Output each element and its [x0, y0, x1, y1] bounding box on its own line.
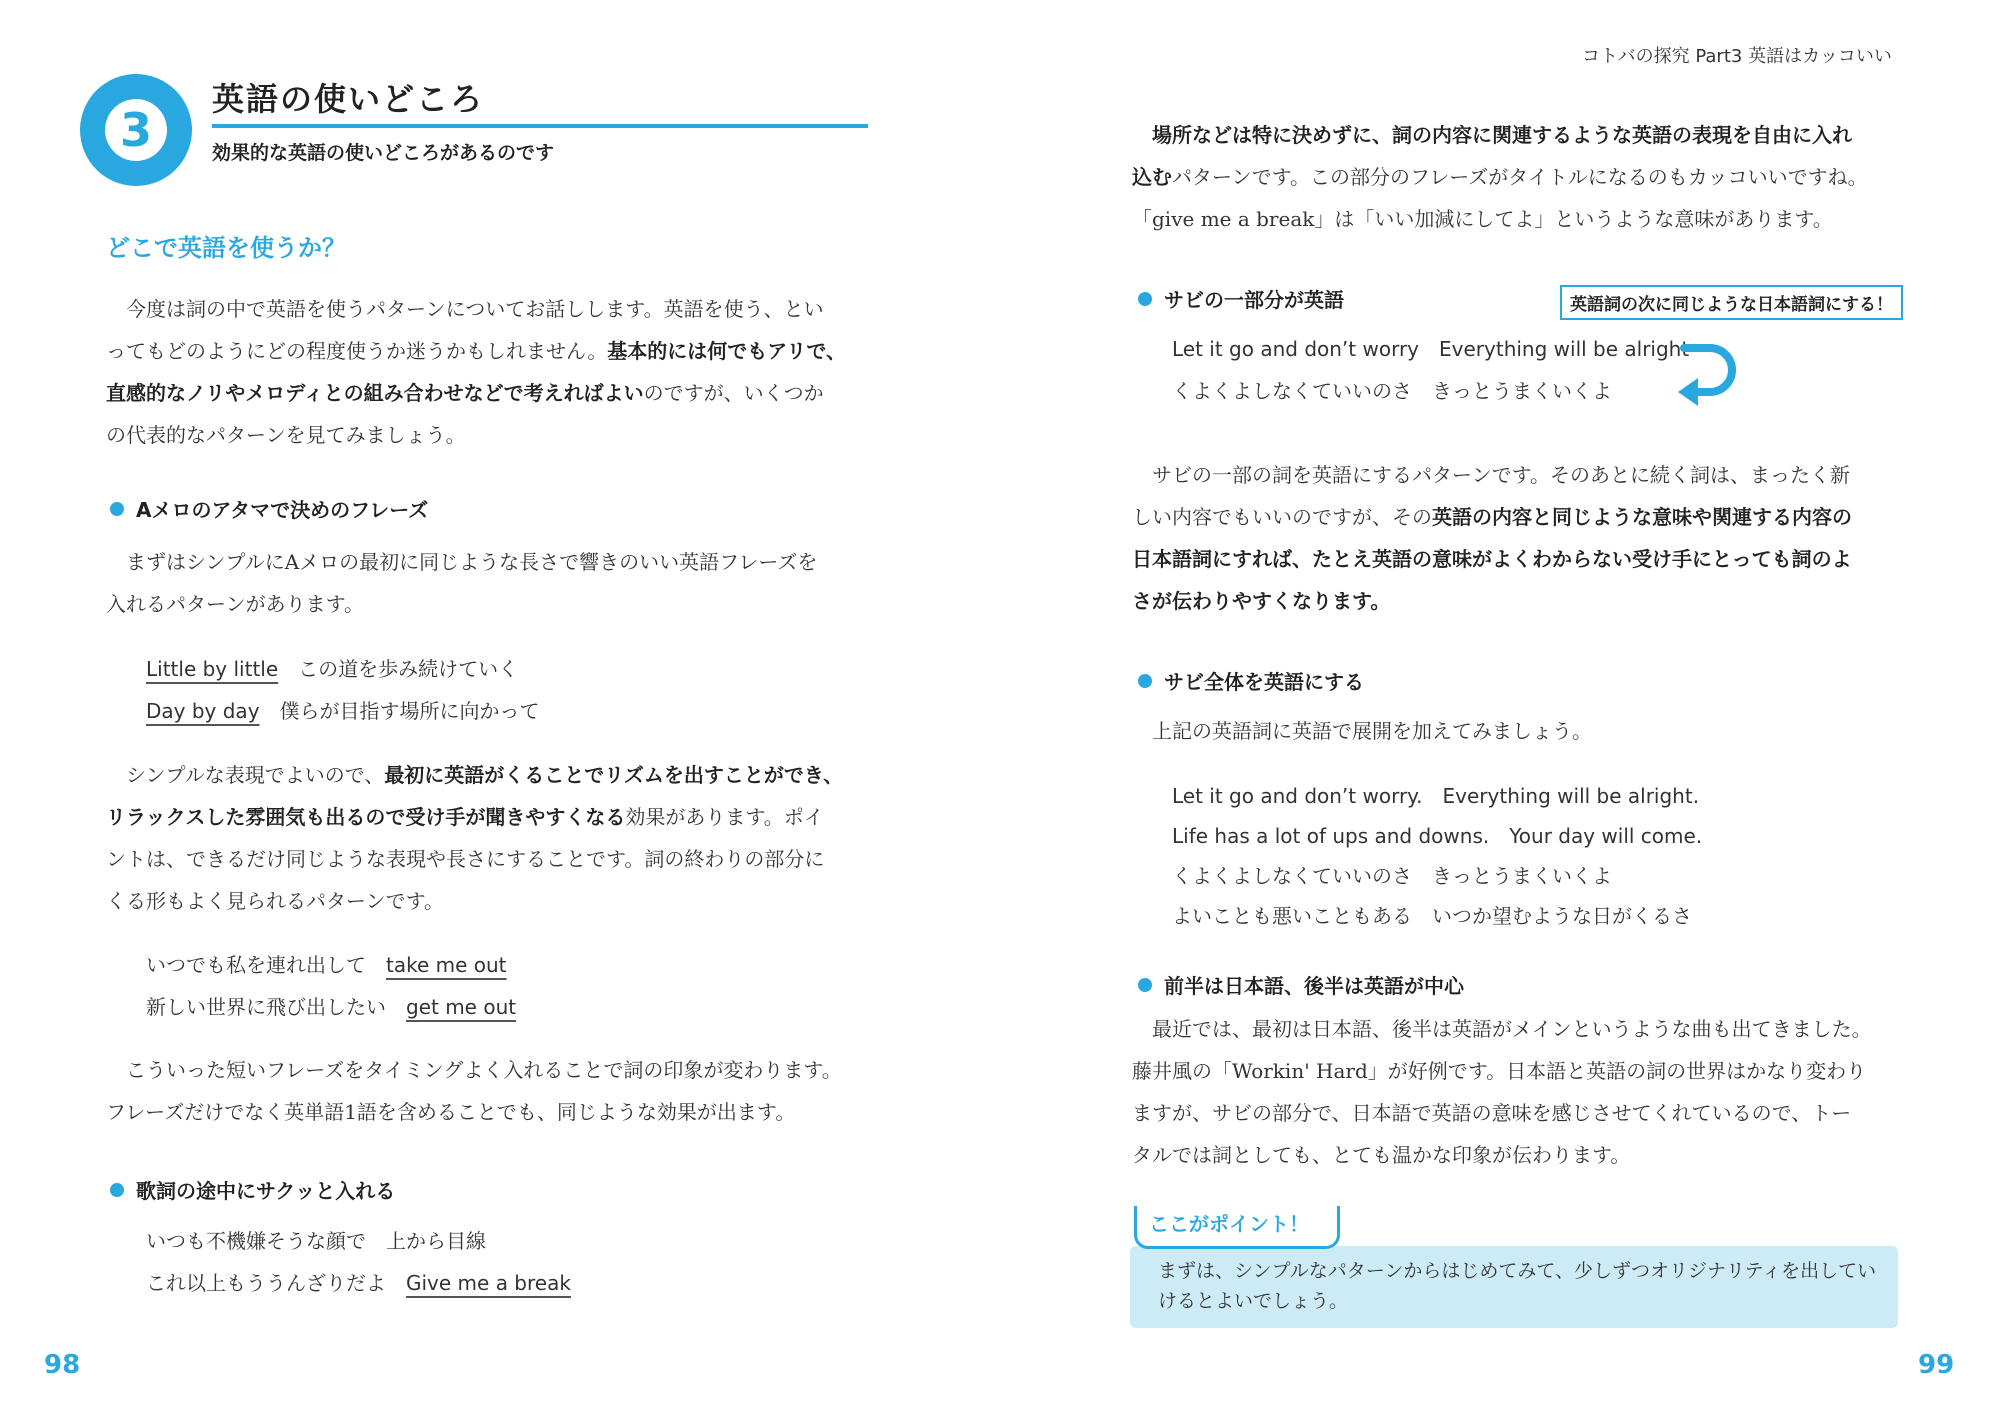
short-phrase-paragraph [106, 1049, 842, 1133]
text-run: タルでは詞としても、とても温かな印象が伝わります。 [1132, 1143, 1631, 1167]
section-title: 英語の使いどころ [212, 80, 485, 118]
section-subtitle: 効果的な英語の使いどころがあるのです [212, 142, 555, 164]
text-line [1132, 496, 1852, 538]
text-line [146, 1262, 571, 1304]
text-line [146, 1220, 571, 1262]
pattern-heading-chorus-part [1138, 284, 1344, 313]
emphasis-text: 込む [1132, 165, 1172, 189]
pattern-heading-mid-lyrics [110, 1175, 395, 1204]
emphasis-text: 日本語詞にすれば、たとえ英語の意味がよくわからない受け手にとっても詞のよ [1132, 547, 1852, 571]
running-head: コトバの探究 Part3 英語はカッコいい [1582, 46, 1892, 67]
emphasis-text: 直感的なノリやメロディとの組み合わせなどで考えればよい [106, 381, 644, 405]
return-arrow-icon [1676, 338, 1746, 410]
point-text-line: まずは、シンプルなパターンからはじめてみて、少しずつオリジナリティを出してい [1158, 1260, 1877, 1282]
text-line [1132, 114, 1868, 156]
text-line [1172, 328, 1689, 370]
text-line [146, 690, 540, 732]
text-run: しい内容でもいいのですが、その [1132, 505, 1432, 529]
section-number: 3 [119, 103, 152, 157]
text-run: 藤井風の「Workin' Hard」が好例です。日本語と英語の詞の世界はかなり変わり [1132, 1059, 1867, 1083]
text-run: こういった短いフレーズをタイミングよく入れることで詞の印象が変わります。 [106, 1058, 842, 1082]
text-run: 効果があります。ポイ [625, 805, 824, 829]
text-line [146, 986, 516, 1028]
text-run: Life has a lot of ups and downs. Your day will come. [1172, 824, 1703, 848]
a-melody-paragraph [106, 541, 817, 625]
section-heading: どこで英語を使うか？ [106, 234, 346, 262]
text-run: くよくよしなくていいのさ きっとうまくいくよ [1172, 379, 1612, 403]
text-line [1172, 370, 1689, 412]
ending-example-lyrics [146, 944, 516, 1028]
pattern-heading-label: 歌詞の途中にサクッと入れる [136, 1179, 396, 1203]
full-chorus-paragraph [1132, 710, 1592, 752]
text-run: ますが、サビの部分で、日本語で英語の意味を感じさせてくれているので、トー [1132, 1101, 1852, 1125]
page-number-right: 99 [1918, 1350, 1955, 1380]
text-run: 最近では、最初は日本語、後半は英語がメインというような曲も出てきました。 [1132, 1017, 1872, 1041]
text-run: くよくよしなくていいのさ きっとうまくいくよ [1172, 864, 1612, 888]
a-melody-paragraph-2 [106, 754, 843, 922]
text-run: まずはシンプルにAメロの最初に同じような長さで響きのいい英語フレーズを [106, 550, 818, 574]
text-run: ントは、できるだけ同じような表現や長さにすることです。詞の終わりの部分に [106, 847, 825, 871]
section-number-badge [80, 74, 192, 186]
bullet-dot [110, 502, 124, 516]
text-run: 新しい世界に飛び出したい [146, 995, 406, 1019]
text-line [106, 838, 843, 880]
emphasis-text: 最初に英語がくることでリズムを出すことができ、 [384, 763, 844, 787]
a-melody-example-lyrics [146, 648, 540, 732]
text-run: Let it go and don’t worry. Everything will be alright. [1172, 784, 1700, 808]
text-line [146, 944, 516, 986]
text-run: この道を歩み続けていく [278, 657, 519, 681]
intro-paragraph [106, 288, 846, 456]
english-phrase: Little by little [146, 657, 279, 681]
text-run: Let it go and don’t worry Everything will be alright [1172, 337, 1690, 361]
emphasis-text: リラックスした雰囲気も出るので受け手が聞きやすくなる [106, 805, 626, 829]
pattern-heading-label: サビ全体を英語にする [1164, 670, 1364, 694]
text-run: 上記の英語詞に英語で展開を加えてみましょう。 [1132, 719, 1592, 743]
pattern-heading-label: サビの一部分が英語 [1164, 288, 1344, 312]
bullet-dot [110, 1183, 124, 1197]
full-chorus-example [1172, 776, 1702, 936]
english-phrase: take me out [386, 953, 507, 977]
mid-lyrics-example [146, 1220, 571, 1304]
point-text [1158, 1256, 1876, 1316]
emphasis-text: さが伝わりやすくなります。 [1132, 589, 1391, 613]
emphasis-text: 場所などは特に決めずに、詞の内容に関連するような英語の表現を自由に入れ [1152, 123, 1852, 147]
text-run: 「give me a break」は「いい加減にしてよ」というような意味があります。 [1132, 207, 1833, 231]
pattern-heading-jp-then-en [1138, 970, 1464, 999]
text-run: フレーズだけでなく英単語1語を含めることでも、同じような効果が出ます。 [106, 1100, 796, 1124]
text-line [1132, 1092, 1872, 1134]
english-phrase: Give me a break [406, 1271, 571, 1295]
text-run: くる形もよく見られるパターンです。 [106, 889, 444, 913]
jp-then-en-paragraph [1132, 1008, 1872, 1176]
text-line [1132, 198, 1868, 240]
text-run: ってもどのようにどの程度使うか迷うかもしれません。 [106, 339, 608, 363]
text-run: いつも不機嫌そうな顔で 上から目線 [146, 1229, 486, 1253]
text-line [1172, 816, 1702, 856]
text-line [106, 288, 846, 330]
text-line [1132, 580, 1852, 622]
text-line [1172, 896, 1702, 936]
text-line [1132, 1008, 1872, 1050]
text-line [106, 541, 817, 583]
text-run: 今度は詞の中で英語を使うパターンについてお話しします。英語を使う、とい [106, 297, 824, 321]
text-run: の代表的なパターンを見てみましょう。 [106, 423, 466, 447]
text-run: 入れるパターンがあります。 [106, 592, 364, 616]
emphasis-text: 英語の内容と同じような意味や関連する内容の [1432, 505, 1852, 529]
text-line [1132, 538, 1852, 580]
callout-box: 英語詞の次に同じような日本語詞にする！ [1560, 285, 1903, 320]
point-label-tab [1134, 1206, 1340, 1249]
bullet-dot [1138, 674, 1152, 688]
text-line [1132, 1050, 1872, 1092]
page-number-left: 98 [44, 1350, 81, 1380]
text-run: 僕らが目指す場所に向かって [259, 699, 540, 723]
chorus-part-example [1172, 328, 1689, 412]
bullet-dot [1138, 978, 1152, 992]
bullet-dot [1138, 292, 1152, 306]
pattern-heading-a-melody [110, 494, 428, 523]
pattern-heading-full-chorus [1138, 666, 1364, 695]
text-line [1132, 1134, 1872, 1176]
text-run: シンプルな表現でよいので、 [106, 763, 385, 787]
text-run: これ以上もううんざりだよ [146, 1271, 406, 1295]
text-run [1132, 123, 1152, 147]
pattern-heading-label: Aメロのアタマで決めのフレーズ [136, 498, 429, 522]
point-text-line: けるとよいでしょう。 [1158, 1290, 1349, 1312]
text-line [106, 414, 846, 456]
point-label: ここがポイント！ [1149, 1212, 1309, 1236]
mid-lyrics-paragraph [1132, 114, 1868, 240]
text-run: パターンです。この部分のフレーズがタイトルになるのもカッコいいですね。 [1172, 165, 1868, 189]
text-line [106, 1049, 842, 1091]
text-line [106, 796, 843, 838]
point-box [1130, 1246, 1898, 1328]
text-line [146, 648, 540, 690]
text-line [1132, 454, 1852, 496]
text-line [1132, 710, 1592, 752]
text-run: サビの一部の詞を英語にするパターンです。そのあとに続く詞は、まったく新 [1132, 463, 1850, 487]
text-line [106, 880, 843, 922]
text-line [1132, 156, 1868, 198]
english-phrase: Day by day [146, 699, 260, 723]
text-line [106, 372, 846, 414]
chorus-part-paragraph [1132, 454, 1852, 622]
text-line [1172, 776, 1702, 816]
text-line [106, 754, 843, 796]
section-title-rule [212, 124, 868, 128]
text-run: のですが、いくつか [643, 381, 824, 405]
text-line [106, 1091, 842, 1133]
pattern-heading-label: 前半は日本語、後半は英語が中心 [1164, 974, 1464, 998]
emphasis-text: 基本的には何でもアリで、 [607, 339, 847, 363]
text-run: よいことも悪いこともある いつか望むような日がくるさ [1172, 904, 1692, 928]
text-line [106, 330, 846, 372]
text-line [106, 583, 817, 625]
english-phrase: get me out [406, 995, 517, 1019]
text-run: いつでも私を連れ出して [146, 953, 386, 977]
text-line [1172, 856, 1702, 896]
